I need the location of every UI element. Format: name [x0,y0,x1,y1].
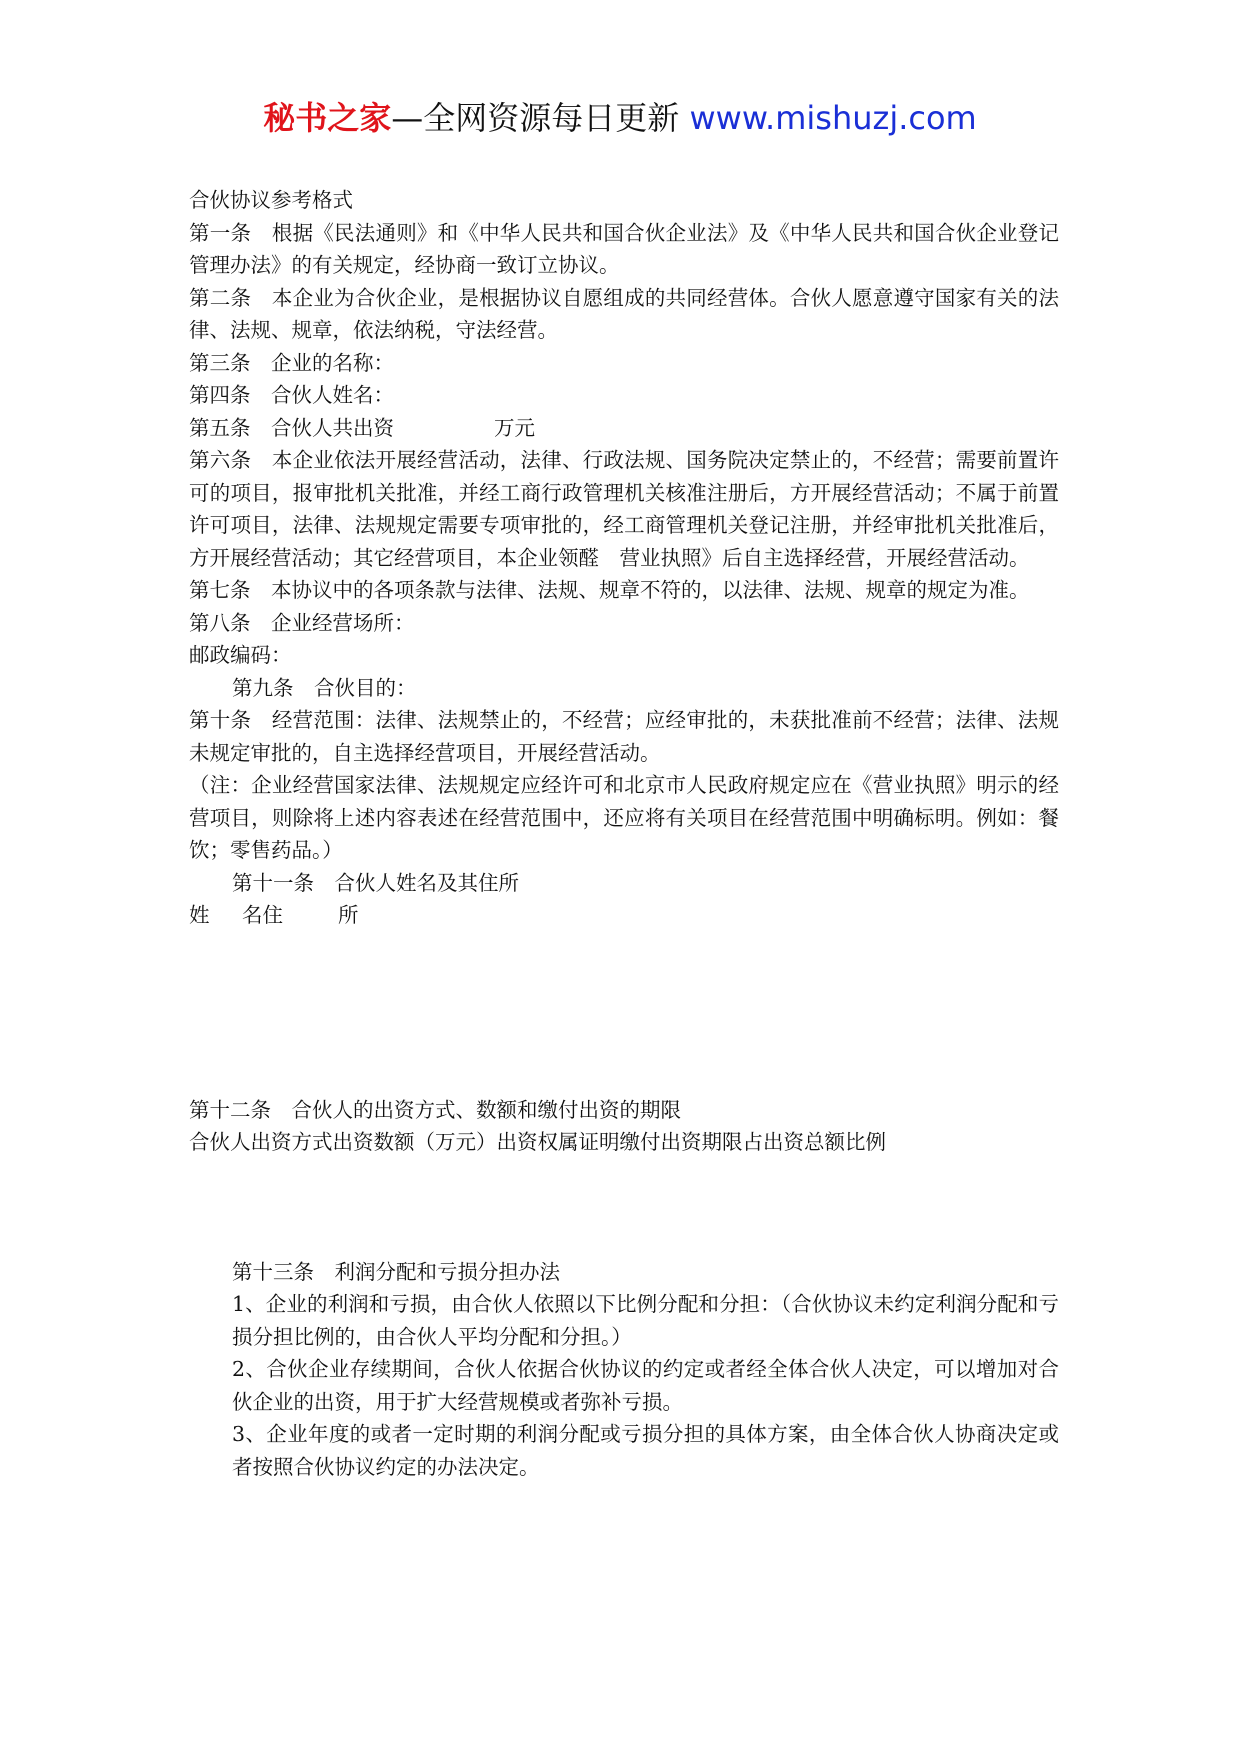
article-6: 第六条 本企业依法开展经营活动，法律、行政法规、国务院决定禁止的，不经营；需要前置许可的项目，报审批机关批准，并经工商行政管理机关核准注册后，方开展经营活动；不属于前置许可项目，法律、法规规定需要专项审批的，经工商管理机关登记注册，并经审批机关批准后，方开展经营活动；其它经营项目，本企业领醛 营业执照》后自主选择经营，开展经营活动。 [189,448,1059,570]
article-11-columns [189,899,1059,932]
article-10: 第十条 经营范围：法律、法规禁止的，不经营；应经审批的，未获批准前不经营；法律、法规未规定审批的，自主选择经营项目，开展经营活动。 [189,708,1059,765]
article-1: 第一条 根据《民法通则》和《中华人民共和国合伙企业法》及《中华人民共和国合伙企业登记管理办法》的有关规定，经协商一致订立协议。 [189,220,1059,277]
col-address: 所 [338,903,359,927]
article-5-label: 第五条 合伙人共出资 [189,415,394,440]
article-3: 第三条 企业的名称： [189,350,394,375]
note-paragraph: （注：企业经营国家法律、法规规定应经许可和北京市人民政府规定应在《营业执照》明示的经营项目，则除将上述内容表述在经营范围中，还应将有关项目在经营范围中明确标明。例如：餐饮；零售药品。） [189,773,1059,862]
banner-slogan: —全网资源每日更新 [391,99,680,137]
article-8: 第八条 企业经营场所： [189,610,415,635]
article-11: 第十一条 合伙人姓名及其住所 [232,870,519,895]
article-7: 第七条 本协议中的各项条款与法律、法规、规章不符的，以法律、法规、规章的规定为准。 [189,578,1030,602]
article-2: 第二条 本企业为合伙企业，是根据协议自愿组成的共同经营体。合伙人愿意遵守国家有关的法律、法规、规章，依法纳税，守法经营。 [189,285,1059,342]
blank-area-12 [189,1159,1059,1256]
agreement-document [189,184,1059,1483]
article-13-item-1: 1、企业的利润和亏损，由合伙人依照以下比例分配和分担：（合伙协议未约定利润分配和亏损分担比例的，由合伙人平均分配和分担。） [232,1292,1059,1349]
site-banner [0,96,1240,140]
article-5-unit: 万元 [494,415,535,440]
article-9: 第九条 合伙目的： [232,675,417,700]
doc-title: 合伙协议参考格式 [189,188,353,212]
banner-url: www.mishuzj.com [689,99,977,137]
article-4: 第四条 合伙人姓名： [189,383,394,407]
article-13: 第十三条 利润分配和亏损分担办法 [232,1259,560,1284]
col-name-1: 姓 [189,903,210,927]
article-13-item-3: 3、企业年度的或者一定时期的利润分配或亏损分担的具体方案，由全体合伙人协商决定或者按照合伙协议约定的办法决定。 [232,1422,1059,1479]
col-name-2: 名住 [242,903,283,927]
postcode-line: 邮政编码： [189,643,292,667]
blank-area-11 [189,932,1059,1094]
article-12: 第十二条 合伙人的出资方式、数额和缴付出资的期限 [189,1097,681,1122]
article-13-item-2: 2、合伙企业存续期间，合伙人依据合伙协议的约定或者经全体合伙人决定，可以增加对合伙企业的出资，用于扩大经营规模或者弥补亏损。 [232,1357,1059,1414]
banner-brand: 秘书之家 [263,99,392,137]
article-12-header: 合伙人出资方式出资数额（万元）出资权属证明缴付出资期限占出资总额比例 [189,1130,886,1154]
article-5 [189,412,1059,445]
